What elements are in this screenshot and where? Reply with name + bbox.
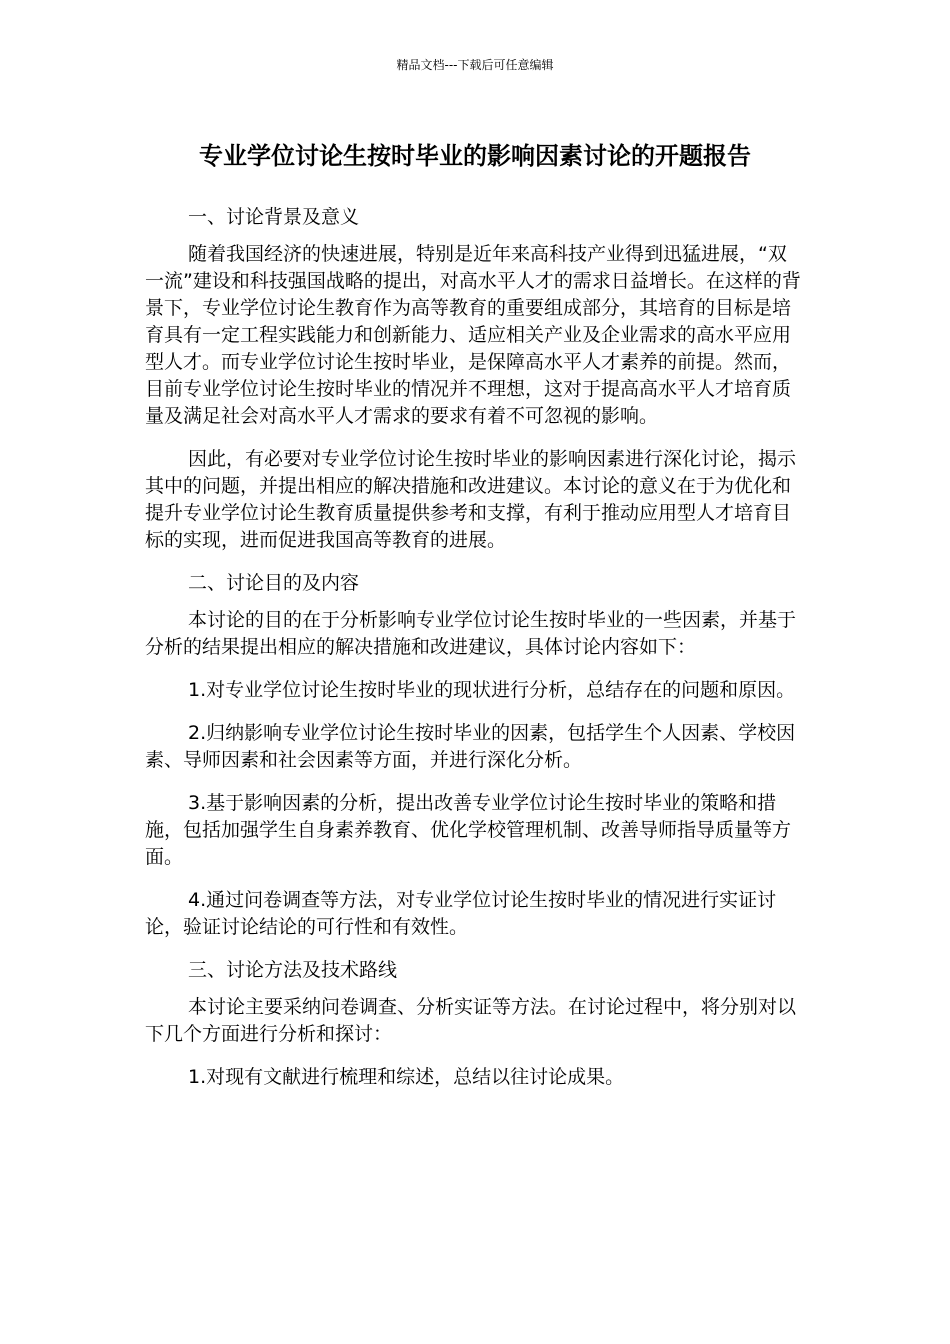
list-item-objective-2: 2.归纳影响专业学位讨论生按时毕业的因素，包括学生个人因素、学校因素、导师因素和社会因素等方面，并进行深化分析。 bbox=[145, 722, 796, 771]
list-item-objective-4: 4.通过问卷调查等方法，对专业学位讨论生按时毕业的情况进行实证讨论，验证讨论结论的可行性和有效性。 bbox=[145, 889, 777, 938]
paragraph-background-2: 因此，有必要对专业学位讨论生按时毕业的影响因素进行深化讨论，揭示其中的问题，并提出相应的解决措施和改进建议。本讨论的意义在于为优化和提升专业学位讨论生教育质量提供参考和支撑，有利于推动应用型人才培育目标的实现，进而促进我国高等教育的进展。 bbox=[145, 448, 797, 551]
section-heading-methods: 三、讨论方法及技术路线 bbox=[188, 959, 398, 981]
page-header: 精品文档---下载后可任意编辑 bbox=[396, 58, 554, 72]
list-item-objective-1: 1.对专业学位讨论生按时毕业的现状进行分析，总结存在的问题和原因。 bbox=[188, 679, 796, 701]
document-title: 专业学位讨论生按时毕业的影响因素讨论的开题报告 bbox=[199, 142, 751, 170]
paragraph-objectives-intro: 本讨论的目的在于分析影响专业学位讨论生按时毕业的一些因素，并基于分析的结果提出相应的解决措施和改进建议，具体讨论内容如下： bbox=[145, 609, 797, 658]
document-body bbox=[145, 136, 805, 1107]
section-heading-objectives: 二、讨论目的及内容 bbox=[188, 572, 360, 594]
list-item-objective-3: 3.基于影响因素的分析，提出改善专业学位讨论生按时毕业的策略和措施，包括加强学生自身素养教育、优化学校管理机制、改善导师指导质量等方面。 bbox=[145, 792, 792, 868]
section-heading-background: 一、讨论背景及意义 bbox=[188, 206, 360, 228]
paragraph-methods-intro: 本讨论主要采纳问卷调查、分析实证等方法。在讨论过程中，将分别对以下几个方面进行分析和探讨： bbox=[145, 996, 797, 1045]
list-item-method-1: 1.对现有文献进行梳理和综述，总结以往讨论成果。 bbox=[188, 1066, 625, 1088]
paragraph-background-1: 随着我国经济的快速进展，特别是近年来高科技产业得到迅猛进展，“双一流”建设和科技强国战略的提出，对高水平人才的需求日益增长。在这样的背景下，专业学位讨论生教育作为高等教育的重要组成部分，其培育的目标是培育具有一定工程实践能力和创新能力、适应相关产业及企业需求的高水平应用型人才。而专业学位讨论生按时毕业，是保障高水平人才素养的前提。然而，目前专业学位讨论生按时毕业的情况并不理想，这对于提高高水平人才培育质量及满足社会对高水平人才需求的要求有着不可忽视的影响。 bbox=[145, 243, 801, 427]
